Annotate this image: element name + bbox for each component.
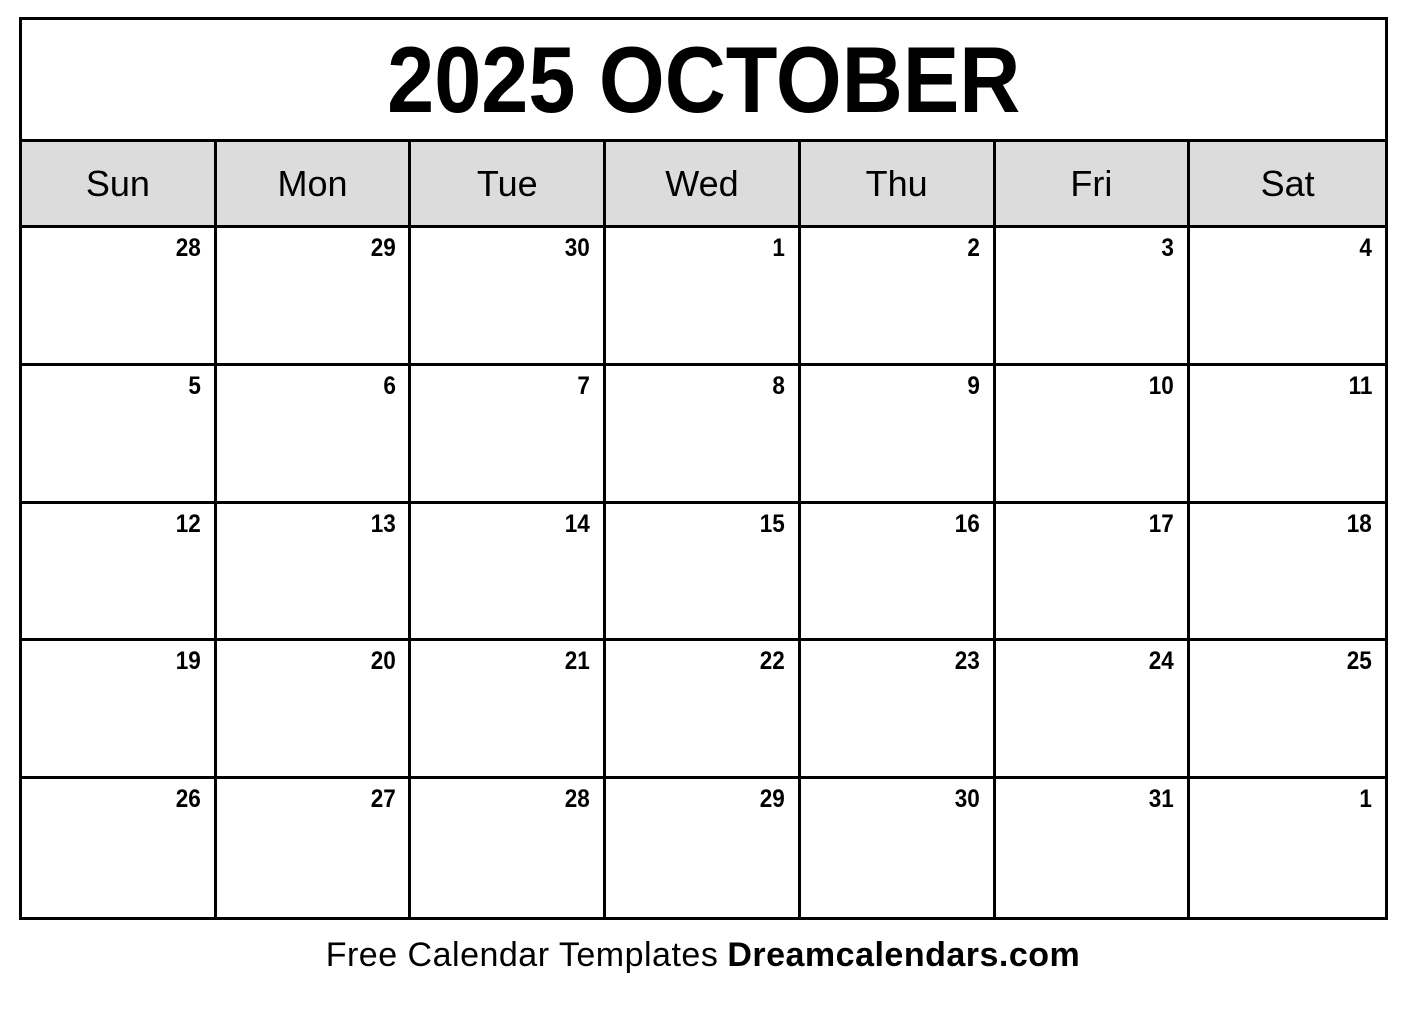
day-cell: [801, 641, 996, 779]
day-cell: [606, 228, 801, 366]
day-number: 27: [370, 785, 396, 814]
weekday-header-wed: Wed: [606, 142, 801, 228]
day-number: 14: [565, 509, 591, 538]
day-number: 5: [188, 371, 201, 400]
day-cell: [411, 504, 606, 642]
day-number: 23: [954, 647, 980, 676]
day-number: 12: [175, 509, 201, 538]
title-section: [22, 20, 1385, 142]
day-number: 8: [772, 371, 785, 400]
day-number: 29: [370, 234, 396, 262]
day-number: 28: [175, 234, 201, 262]
day-number: 15: [759, 509, 785, 538]
day-number: 21: [565, 647, 591, 676]
day-number: 30: [565, 234, 591, 262]
day-cell: [1190, 504, 1385, 642]
day-cell: [996, 641, 1191, 779]
day-number: 6: [382, 371, 396, 400]
day-number: 1: [772, 234, 785, 262]
day-number: 17: [1149, 509, 1175, 538]
day-number: 19: [175, 647, 201, 676]
day-cell: [606, 504, 801, 642]
day-number: 16: [954, 509, 980, 538]
day-cell: [22, 366, 217, 504]
day-cell: [801, 779, 996, 917]
day-number: 13: [370, 509, 396, 538]
day-cell: [996, 504, 1191, 642]
day-number: 9: [967, 371, 980, 400]
day-number: 31: [1149, 785, 1175, 814]
day-number: 20: [370, 647, 396, 676]
day-number: 28: [565, 785, 591, 814]
day-cell: [606, 641, 801, 779]
day-number: 11: [1348, 371, 1372, 400]
weekday-header-sat: Sat: [1190, 142, 1385, 228]
day-cell: [606, 366, 801, 504]
footer-text: Free Calendar Templates: [325, 936, 719, 974]
day-cell: [22, 228, 217, 366]
day-cell: [22, 504, 217, 642]
day-cell: [801, 228, 996, 366]
day-cell: [801, 504, 996, 642]
footer: [0, 936, 1406, 975]
day-number: 30: [954, 785, 980, 814]
day-cell: [1190, 228, 1385, 366]
weekday-header-thu: Thu: [801, 142, 996, 228]
day-number: 25: [1346, 647, 1372, 676]
day-number: 26: [175, 785, 201, 814]
day-cell: [411, 366, 606, 504]
day-cell: [1190, 779, 1385, 917]
day-number: 18: [1346, 509, 1372, 538]
day-cell: [22, 779, 217, 917]
weekday-header-tue: Tue: [411, 142, 606, 228]
day-cell: [606, 779, 801, 917]
day-cell: [411, 779, 606, 917]
day-cell: [801, 366, 996, 504]
day-cell: [411, 641, 606, 779]
day-number: 1: [1359, 785, 1372, 814]
day-grid: [22, 228, 1385, 917]
day-number: 2: [967, 234, 980, 262]
day-number: 7: [577, 371, 591, 400]
day-number: 4: [1359, 234, 1372, 262]
day-cell: [411, 228, 606, 366]
day-number: 3: [1161, 234, 1175, 262]
weekday-header-sun: Sun: [22, 142, 217, 228]
day-cell: [217, 228, 412, 366]
day-cell: [22, 641, 217, 779]
day-cell: [1190, 641, 1385, 779]
day-number: 10: [1149, 371, 1175, 400]
weekday-header-mon: Mon: [217, 142, 412, 228]
day-cell: [996, 228, 1191, 366]
day-cell: [217, 779, 412, 917]
day-cell: [217, 504, 412, 642]
day-number: 29: [759, 785, 785, 814]
calendar-frame: [19, 17, 1388, 920]
weekday-row: [22, 142, 1385, 228]
calendar-title: 2025 OCTOBER: [386, 26, 1021, 132]
day-cell: [996, 366, 1191, 504]
day-number: 24: [1149, 647, 1175, 676]
day-cell: [1190, 366, 1385, 504]
day-number: 22: [759, 647, 785, 676]
footer-brand: Dreamcalendars.com: [727, 936, 1081, 974]
weekday-header-fri: Fri: [996, 142, 1191, 228]
day-cell: [996, 779, 1191, 917]
day-cell: [217, 641, 412, 779]
day-cell: [217, 366, 412, 504]
